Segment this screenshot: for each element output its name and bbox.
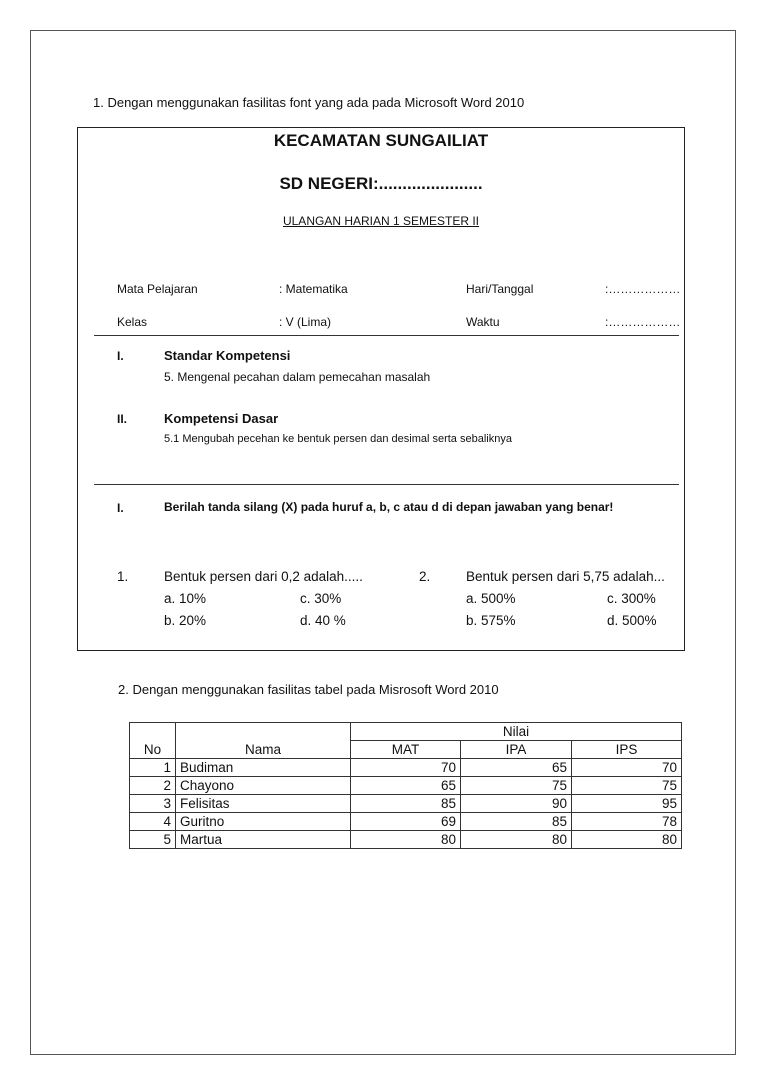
option-a: a. 500%	[466, 591, 516, 606]
table-row	[130, 831, 682, 849]
subject-label: Mata Pelajaran	[117, 282, 198, 296]
section-2-title: Kompetensi Dasar	[164, 411, 279, 426]
cell-name: Felisitas	[176, 795, 351, 813]
header-mat: MAT	[351, 741, 461, 759]
option-d: d. 500%	[607, 613, 657, 628]
option-a: a. 10%	[164, 591, 207, 606]
question-2-title: 2. Dengan menggunakan fasilitas tabel pada Misrosoft Word 2010	[118, 682, 499, 697]
header-nilai: Nilai	[351, 723, 682, 741]
district-title: KECAMATAN SUNGAILIAT	[273, 131, 489, 150]
cell-no: 4	[130, 813, 176, 831]
cell-ips: 75	[572, 777, 682, 795]
table-header-row	[130, 723, 682, 741]
cell-no: 3	[130, 795, 176, 813]
question-text: Bentuk persen dari 0,2 adalah.....	[164, 569, 363, 584]
cell-name: Martua	[176, 831, 351, 849]
school-title: SD NEGERI:......................	[279, 174, 483, 193]
cell-mat: 69	[351, 813, 461, 831]
cell-name: Budiman	[176, 759, 351, 777]
question-number: 2.	[419, 569, 431, 584]
subject-value: : Matematika	[279, 282, 348, 296]
section-2-item: 5.1 Mengubah pecehan ke bentuk persen dan desimal serta sebaliknya	[164, 433, 512, 445]
section-1-item: 5. Mengenal pecahan dalam pemecahan masalah	[164, 370, 431, 384]
exam-title: ULANGAN HARIAN 1 SEMESTER II	[282, 214, 480, 228]
cell-ipa: 80	[461, 831, 572, 849]
cell-ips: 78	[572, 813, 682, 831]
time-label: Waktu	[466, 315, 500, 329]
section-1-number: I.	[117, 349, 124, 363]
exam-header-box	[77, 127, 685, 651]
option-c: c. 30%	[300, 591, 342, 606]
time-value: :………………	[605, 315, 681, 329]
cell-mat: 85	[351, 795, 461, 813]
option-b: b. 575%	[466, 613, 516, 628]
cell-ipa: 65	[461, 759, 572, 777]
day-label: Hari/Tanggal	[466, 282, 534, 296]
table-row	[130, 759, 682, 777]
divider	[94, 335, 679, 336]
cell-mat: 70	[351, 759, 461, 777]
table-row	[130, 777, 682, 795]
class-label: Kelas	[117, 315, 148, 329]
option-c: c. 300%	[607, 591, 656, 606]
section-1-title: Standar Kompetensi	[164, 348, 291, 363]
table-row	[130, 795, 682, 813]
instruction-text: Berilah tanda silang (X) pada huruf a, b, c atau d di depan jawaban yang benar!	[164, 500, 614, 514]
cell-no: 2	[130, 777, 176, 795]
question-number: 1.	[117, 569, 129, 584]
option-b: b. 20%	[164, 613, 207, 628]
instruction-number: I.	[117, 501, 124, 515]
cell-no: 1	[130, 759, 176, 777]
question-1-title: 1. Dengan menggunakan fasilitas font yang ada pada Microsoft Word 2010	[93, 95, 525, 110]
header-no: No	[130, 723, 176, 759]
divider	[94, 484, 679, 485]
class-value: : V (Lima)	[279, 315, 332, 329]
cell-ips: 80	[572, 831, 682, 849]
cell-ips: 70	[572, 759, 682, 777]
header-ips: IPS	[572, 741, 682, 759]
cell-ipa: 75	[461, 777, 572, 795]
section-2-number: II.	[117, 412, 128, 426]
cell-ipa: 85	[461, 813, 572, 831]
cell-ipa: 90	[461, 795, 572, 813]
table-row	[130, 813, 682, 831]
cell-mat: 65	[351, 777, 461, 795]
day-value: :………………	[605, 282, 681, 296]
cell-name: Guritno	[176, 813, 351, 831]
header-ipa: IPA	[461, 741, 572, 759]
cell-name: Chayono	[176, 777, 351, 795]
grades-table	[129, 722, 682, 849]
cell-no: 5	[130, 831, 176, 849]
question-text: Bentuk persen dari 5,75 adalah...	[466, 569, 665, 584]
cell-mat: 80	[351, 831, 461, 849]
option-d: d. 40 %	[300, 613, 346, 628]
header-name: Nama	[176, 723, 351, 759]
cell-ips: 95	[572, 795, 682, 813]
